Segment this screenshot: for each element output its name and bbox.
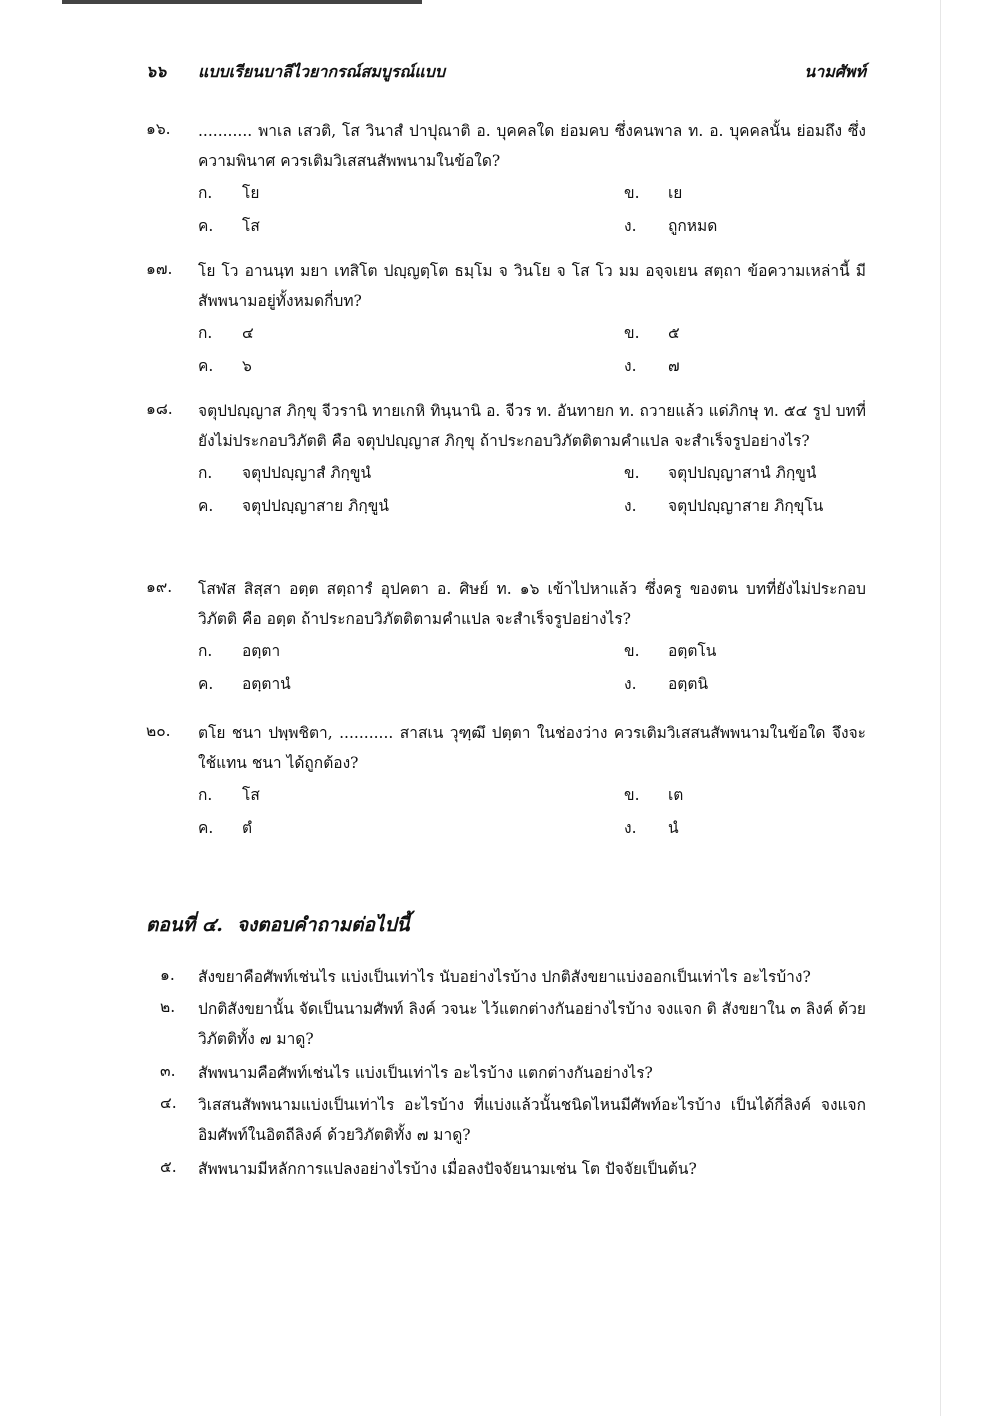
question-number: ๑๙. xyxy=(146,578,173,596)
options xyxy=(198,778,866,844)
open-question-text: สัพพนามมีหลักการแปลงอย่างไรบ้าง เมื่อลงปัจจัยนามเช่น โต ปัจจัยเป็นต้น? xyxy=(198,1160,697,1178)
open-question-text: ปกติสังขยานั้น จัดเป็นนามศัพท์ ลิงค์ วจนะ ไว้แตกต่างกันอย่างไรบ้าง จงแจก ติ สังขยาใน ๓ ลิงค์ ด้วยวิภัตติทั้ง ๗ มาดู? xyxy=(198,1000,866,1048)
options xyxy=(198,456,866,522)
question-stem: ........... พาเล เสวติ, โส วินาสํ ปาปุณาติ อ. บุคคลใด ย่อมคบ ซึ่งคนพาล ท. อ. บุคคลนั้น ย่อมถึง ซึ่งความพินาศ ควรเติมวิเสสนสัพพนามในข้อใด? xyxy=(198,122,866,170)
question-stem: ตโย ชนา ปพฺพชิตา, ........... สาสเน วุฑฺฒึ ปตฺตา ในช่องว่าง ควรเติมวิเสสนสัพพนามในข้อใด จึงจะใช้แทน ชนา ได้ถูกต้อง? xyxy=(198,724,866,772)
option-d: ง. อตฺตนิ xyxy=(624,675,709,693)
question-stem: โย โว อานนฺท มยา เทสิโต ปญฺญตฺโต ธมฺโม จ วินโย จ โส โว มม อจฺจเยน สตฺถา ข้อความเหล่านี้ มีสัพพนามอยู่ทั้งหมดกี่บท? xyxy=(198,262,866,310)
options xyxy=(198,176,866,242)
option-c: ค. ตํ xyxy=(198,819,253,837)
page-number: ๖๖ xyxy=(146,62,167,81)
question-19 xyxy=(146,574,866,700)
open-question-1 xyxy=(160,962,866,992)
option-d: ง. ถูกหมด xyxy=(624,217,718,235)
page-header xyxy=(146,60,866,86)
open-question-4 xyxy=(160,1090,866,1150)
option-d: ง. นํ xyxy=(624,819,679,837)
question-stem: จตุปปญฺญาส ภิกฺขุ จีวรานิ ทายเกหิ ทินฺนานิ อ. จีวร ท. อันทายก ท. ถวายแล้ว แด่ภิกษุ ท. ๕๔ รูป บทที่ยังไม่ประกอบวิภัตติ คือ จตุปปญฺญาส ภิกฺขุ ถ้าประกอบวิภัตติตามคำแปล จะสำเร็จรูปอย่างไร? xyxy=(198,402,866,450)
open-question-2 xyxy=(160,994,866,1054)
question-16 xyxy=(146,116,866,242)
option-c: ค. จตุปปญฺญาสาย ภิกฺขูนํ xyxy=(198,497,389,515)
open-question-number: ๑. xyxy=(160,966,175,984)
option-d: ง. ๗ xyxy=(624,357,680,375)
option-a: ก. ๔ xyxy=(198,324,254,342)
option-a: ก. จตุปปญฺญาสํ ภิกฺขูนํ xyxy=(198,464,372,482)
option-c: ค. อตฺตานํ xyxy=(198,675,291,693)
question-18 xyxy=(146,396,866,522)
option-b: ข. ๕ xyxy=(624,324,680,342)
section-title: นามศัพท์ xyxy=(804,62,866,81)
option-b: ข. เย xyxy=(624,184,683,202)
open-question-number: ๓. xyxy=(160,1062,176,1080)
open-question-number: ๕. xyxy=(160,1158,177,1176)
question-17 xyxy=(146,256,866,382)
question-20 xyxy=(146,718,866,844)
book-title: แบบเรียนบาลีไวยากรณ์สมบูรณ์แบบ xyxy=(198,62,445,81)
part4-title xyxy=(146,910,410,940)
options xyxy=(198,634,866,700)
open-question-text: สัพพนามคือศัพท์เช่นไร แบ่งเป็นเท่าไร อะไรบ้าง แตกต่างกันอย่างไร? xyxy=(198,1064,653,1082)
options xyxy=(198,316,866,382)
question-number: ๒๐. xyxy=(146,722,171,740)
option-b: ข. จตุปปญฺญาสานํ ภิกฺขูนํ xyxy=(624,464,817,482)
question-number: ๑๗. xyxy=(146,260,173,278)
option-b: ข. เต xyxy=(624,786,684,804)
option-c: ค. โส xyxy=(198,217,260,235)
open-question-text: สังขยาคือศัพท์เช่นไร แบ่งเป็นเท่าไร นับอย่างไรบ้าง ปกติสังขยาแบ่งออกเป็นเท่าไร อะไรบ้าง? xyxy=(198,968,811,986)
option-a: ก. อตฺตา xyxy=(198,642,281,660)
option-c: ค. ๖ xyxy=(198,357,252,375)
open-question-text: วิเสสนสัพพนามแบ่งเป็นเท่าไร อะไรบ้าง ที่แบ่งแล้วนั้นชนิดไหนมีศัพท์อะไรบ้าง เป็นได้กี่ลิงค์ จงแจก อิมศัพท์ในอิตถีลิงค์ ด้วยวิภัตติทั้ง ๗ มาดู? xyxy=(198,1096,866,1144)
option-d: ง. จตุปปญฺญาสาย ภิกฺขุโน xyxy=(624,497,824,515)
open-question-5 xyxy=(160,1154,866,1184)
open-question-number: ๒. xyxy=(160,998,176,1016)
open-question-number: ๔. xyxy=(160,1094,177,1112)
part4-prefix: ตอนที่ ๔. xyxy=(146,914,223,936)
open-question-3 xyxy=(160,1058,866,1088)
part4-heading: จงตอบคำถามต่อไปนี้ xyxy=(236,914,410,936)
question-number: ๑๘. xyxy=(146,400,173,418)
scan-page-edge xyxy=(940,0,941,1416)
question-stem: โสฬส สิสฺสา อตฺต สตฺถารํ อุปคตา อ. ศิษย์ ท. ๑๖ เข้าไปหาแล้ว ซึ่งครู ของตน บทที่ยังไม่ประกอบวิภัตติ คือ อตฺต ถ้าประกอบวิภัตติตามคำแปล จะสำเร็จรูปอย่างไร? xyxy=(198,580,866,628)
question-number: ๑๖. xyxy=(146,120,171,138)
option-a: ก. โย xyxy=(198,184,260,202)
scan-top-line xyxy=(62,0,422,4)
option-a: ก. โส xyxy=(198,786,260,804)
option-b: ข. อตฺตโน xyxy=(624,642,717,660)
